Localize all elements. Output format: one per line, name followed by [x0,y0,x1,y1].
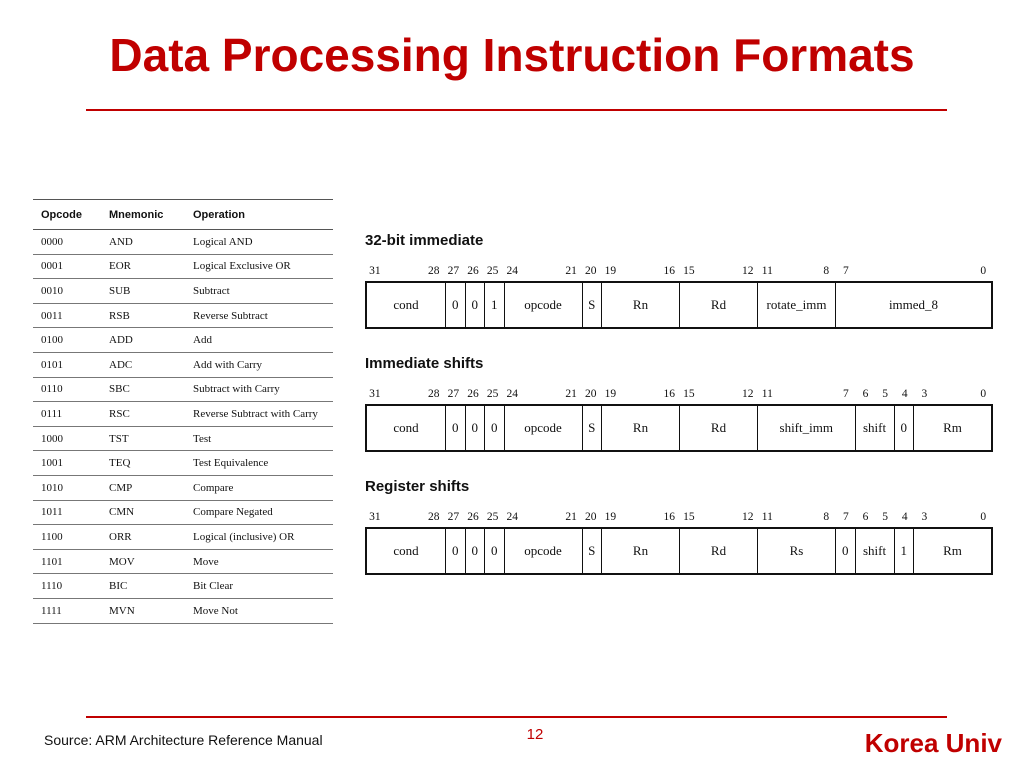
bit-numbers-immediate [365,265,993,279]
source-note: Source: ARM Architecture Reference Manual [44,732,323,748]
bit-numbers-register-shifts [365,511,993,525]
bit-field: 0 [484,406,504,450]
bit-number-label: 0 [980,388,987,400]
bit-field: shift [855,406,894,450]
operation-cell: Move Not [185,598,333,623]
bit-number-label: 20 [584,388,597,400]
mnemonic-cell: TEQ [101,451,185,476]
bit-field: opcode [504,529,582,573]
format-diagram-immediate-shifts [365,404,993,452]
column-header-opcode: Opcode [33,200,101,230]
bit-field: 0 [465,406,485,450]
bit-field: shift [855,529,894,573]
operation-cell: Add [185,328,333,353]
bit-number-label: 4 [901,388,908,400]
brand-logo-text: Korea Univ [864,728,1002,758]
bit-number-label: 31 [369,511,381,523]
bit-number-label: 12 [741,511,754,523]
column-header-mnemonic: Mnemonic [101,200,185,230]
bit-field: cond [393,297,419,312]
opcode-cell: 0111 [33,402,101,427]
bit-number-label: 6 [862,511,869,523]
bit-number-label: 8 [823,265,830,277]
bit-number-label: 26 [467,511,479,523]
bit-number-label: 12 [741,265,754,277]
bit-field: 0 [894,406,914,450]
bit-field: rotate_imm [757,283,835,327]
operation-cell: Move [185,549,333,574]
operation-cell: Reverse Subtract with Carry [185,402,333,427]
operation-cell: Add with Carry [185,352,333,377]
bit-number-label: 27 [447,265,460,277]
table-row [33,574,333,599]
operation-cell: Compare Negated [185,500,333,525]
mnemonic-cell: RSB [101,303,185,328]
bit-field: 0 [445,406,465,450]
opcode-table-body [33,230,333,624]
mnemonic-cell: RSC [101,402,185,427]
table-row [33,377,333,402]
opcode-cell: 0110 [33,377,101,402]
bit-field: immed_8 [835,283,991,327]
bit-number-label: 16 [663,511,675,523]
bit-number-label: 5 [882,511,888,523]
mnemonic-cell: TST [101,426,185,451]
opcode-cell: 0011 [33,303,101,328]
footer-divider [86,716,947,718]
table-header-row [33,200,333,230]
bit-field: Rn [601,406,679,450]
bit-field: Rm [913,406,991,450]
bit-number-label: 3 [921,388,928,400]
bit-field: 1 [484,283,504,327]
opcode-cell: 1111 [33,598,101,623]
bit-number-label: 21 [565,511,577,523]
bit-number-label: 4 [901,511,908,523]
opcode-cell: 1000 [33,426,101,451]
mnemonic-cell: ADC [101,352,185,377]
table-row [33,402,333,427]
table-row [33,475,333,500]
format-title-immediate: 32-bit immediate [365,232,484,249]
mnemonic-cell: ADD [101,328,185,353]
bit-number-label: 24 [506,265,518,277]
bit-number-label: 16 [663,388,675,400]
bit-field: S [582,283,602,327]
bit-number-label: 19 [604,388,617,400]
bit-field: cond [393,420,419,435]
operation-cell: Subtract with Carry [185,377,333,402]
bit-number-label: 25 [486,511,499,523]
opcode-cell: 1100 [33,525,101,550]
table-row [33,303,333,328]
bit-field: S [582,529,602,573]
format-diagram-register-shifts [365,527,993,575]
table-row [33,352,333,377]
bit-number-label: 11 [761,511,773,523]
bit-field: Rm [913,529,991,573]
bit-number-label: 11 [761,388,773,400]
bit-number-label: 25 [486,265,499,277]
operation-cell: Bit Clear [185,574,333,599]
mnemonic-cell: SBC [101,377,185,402]
operation-cell: Logical Exclusive OR [185,254,333,279]
format-title-register-shifts: Register shifts [365,478,470,495]
bit-number-label: 8 [823,511,830,523]
bit-field: Rn [601,529,679,573]
table-row [33,254,333,279]
bit-field: opcode [504,283,582,327]
bit-number-label: 7 [842,265,849,277]
bit-field: 0 [445,529,465,573]
table-row [33,500,333,525]
table-row [33,451,333,476]
operation-cell: Logical (inclusive) OR [185,525,333,550]
bit-field: S [582,406,602,450]
bit-number-label: 11 [761,265,773,277]
bit-number-label: 19 [604,265,617,277]
bit-field: 0 [445,283,465,327]
bit-field: 0 [465,283,485,327]
bit-number-label: 0 [980,511,987,523]
operation-cell: Test [185,426,333,451]
operation-cell: Test Equivalence [185,451,333,476]
opcode-cell: 0100 [33,328,101,353]
operation-cell: Compare [185,475,333,500]
bit-number-label: 28 [427,388,440,400]
opcode-cell: 1011 [33,500,101,525]
opcode-cell: 1001 [33,451,101,476]
mnemonic-cell: EOR [101,254,185,279]
mnemonic-cell: AND [101,230,185,255]
bit-number-label: 26 [467,265,479,277]
table-row [33,230,333,255]
opcode-cell: 0001 [33,254,101,279]
bit-number-label: 3 [921,511,928,523]
bit-field: cond [393,543,419,558]
bit-number-label: 25 [486,388,499,400]
bit-field: shift_imm [757,406,855,450]
operation-cell: Reverse Subtract [185,303,333,328]
table-row [33,525,333,550]
slide-title: Data Processing Instruction Formats [109,29,915,81]
bit-number-label: 15 [683,388,695,400]
format-title-immediate-shifts: Immediate shifts [365,355,484,372]
bit-field: Rn [601,283,679,327]
bit-number-label: 7 [842,511,849,523]
bit-number-label: 20 [584,511,597,523]
page-number: 12 [526,726,544,743]
mnemonic-cell: MOV [101,549,185,574]
bit-number-label: 6 [862,388,869,400]
title-divider [86,109,947,111]
mnemonic-cell: CMN [101,500,185,525]
bit-number-label: 31 [369,265,381,277]
opcode-cell: 1010 [33,475,101,500]
bit-field: 0 [835,529,855,573]
bit-number-label: 12 [741,388,754,400]
bit-numbers-immediate-shifts [365,388,993,402]
bit-number-label: 19 [604,511,617,523]
bit-number-label: 24 [506,511,518,523]
bit-field: Rd [679,283,757,327]
mnemonic-cell: ORR [101,525,185,550]
opcode-cell: 0010 [33,279,101,304]
opcode-cell: 1101 [33,549,101,574]
bit-number-label: 21 [565,265,577,277]
bit-number-label: 5 [882,388,888,400]
mnemonic-cell: BIC [101,574,185,599]
table-row [33,279,333,304]
bit-number-label: 28 [427,511,440,523]
mnemonic-cell: CMP [101,475,185,500]
bit-number-label: 15 [683,511,695,523]
format-diagram-immediate [365,281,993,329]
bit-number-label: 27 [447,388,460,400]
bit-number-label: 26 [467,388,479,400]
bit-number-label: 21 [565,388,577,400]
bit-number-label: 0 [980,265,987,277]
bit-field: opcode [504,406,582,450]
bit-number-label: 28 [427,265,440,277]
mnemonic-cell: MVN [101,598,185,623]
bit-number-label: 20 [584,265,597,277]
table-row [33,328,333,353]
bit-number-label: 16 [663,265,675,277]
bit-number-label: 31 [369,388,381,400]
bit-number-label: 7 [842,388,849,400]
bit-field: Rd [679,406,757,450]
bit-field: 1 [894,529,914,573]
bit-field: Rs [757,529,835,573]
table-row [33,598,333,623]
operation-cell: Logical AND [185,230,333,255]
operation-cell: Subtract [185,279,333,304]
table-row [33,549,333,574]
opcode-cell: 0000 [33,230,101,255]
opcode-cell: 0101 [33,352,101,377]
table-row [33,426,333,451]
opcode-table [33,199,333,624]
bit-number-label: 27 [447,511,460,523]
mnemonic-cell: SUB [101,279,185,304]
bit-field: 0 [465,529,485,573]
bit-field: 0 [484,529,504,573]
opcode-cell: 1110 [33,574,101,599]
bit-number-label: 24 [506,388,518,400]
bit-field: Rd [679,529,757,573]
column-header-operation: Operation [185,200,333,230]
bit-number-label: 15 [683,265,695,277]
